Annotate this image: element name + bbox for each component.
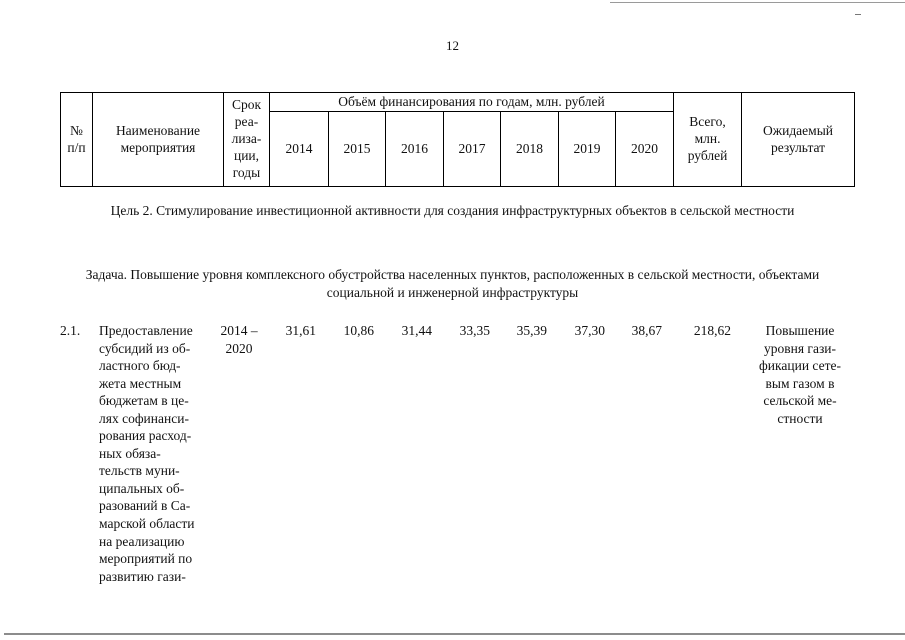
header-year: 2014 [270,112,329,187]
row-name-line: субсидий из об- [99,340,191,356]
row-name-line: марской области [99,516,195,532]
row-name-line: разований в Са- [99,498,191,514]
row-total: 218,62 [693,323,731,338]
row-name-line: тельств муни- [99,463,180,479]
row-name-line: ластного бюд- [99,358,181,374]
row-value-2017: 33,35 [459,323,490,338]
row-name-line: на реализацию [99,533,185,549]
header-year: 2016 [386,112,444,187]
row-value-2016: 31,44 [401,323,432,338]
row-name-line: ципальных об- [99,480,185,496]
header-funding: Объём финансирования по годам, млн. рублей [270,93,674,112]
header-year: 2017 [444,112,501,187]
row-name [99,322,210,585]
row-name-line: рования расход- [99,428,192,444]
row-term-line: 2020 [225,340,253,356]
row-value-2014: 31,61 [285,323,316,338]
row-name-line: ных обяза- [99,445,161,461]
funding-table-header [60,92,855,187]
row-term [213,322,265,357]
row-name-line: лях софинанси- [99,410,189,426]
header-year: 2019 [559,112,616,187]
row-result: Повышение уровня гази-фикации сете-вым газом в сельской ме-стности [759,323,841,426]
header-year: 2020 [616,112,674,187]
scan-edge-bottom [4,633,905,635]
header-name: Наименование мероприятия [93,93,224,187]
row-name-line: развитию гази- [99,568,186,584]
header-year: 2018 [501,112,559,187]
row-name-line: Предоставление [99,323,193,338]
row-number: 2.1. [60,323,81,338]
header-result: Ожидаемый результат [742,93,855,187]
row-value-2015: 10,86 [343,323,374,338]
goal-heading: Цель 2. Стимулирование инвестиционной активности для создания инфраструктурных объектов в сельской местности [110,203,795,218]
row-value-2020: 38,67 [631,323,662,338]
scan-speck [855,14,861,15]
row-value-2019: 37,30 [574,323,605,338]
row-name-line: бюджетам в це- [99,393,189,409]
row-value-2018: 35,39 [516,323,547,338]
task-heading: Задача. Повышение уровня комплексного обустройства населенных пунктов, расположенных в сельской местности, объектами социальной и инженерной инфраструктуры [85,267,820,300]
page-number: 12 [446,38,459,53]
header-num: № п/п [61,93,93,187]
row-name-line: жета местным [99,375,182,391]
row-name-line: мероприятий по [99,551,193,567]
header-year: 2015 [329,112,386,187]
scan-edge-top [610,2,905,3]
row-term-line: 2014 – [220,323,258,338]
header-term: Срок реа-лиза-ции, годы [224,93,270,187]
header-total: Всего, млн. рублей [674,93,742,187]
